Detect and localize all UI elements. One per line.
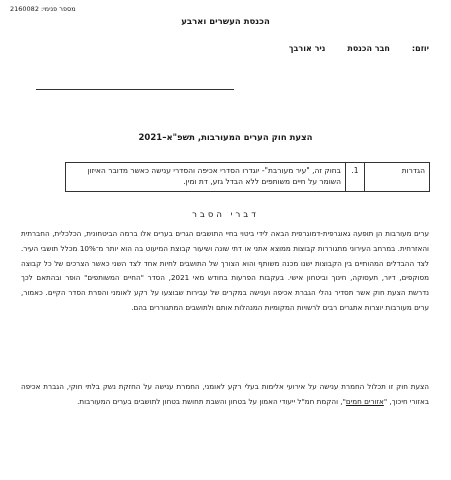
- signature-line: [36, 89, 234, 90]
- explanatory-paragraph-1: ערים מעורבות הן תופעה גאוגרפית-דמוגרפית הבאה לידי ביטוי בחיי התושבים הגרים בערים אלו ברמה הביטחונית, הכלכלית, החברתית והאזרחית. במרחב העירוני מתגוררות קבוצות ממוצא אתני או דתי שונה ושיעור קבוצת המיעוט בה הוא יותר מ־10% מכלל תושבי העיר. לצד ההבדלים המהותיים בין הקבוצות ישנו מכנה משותף והוא הצורך של התושבים לחיות אחד לצד השני כאשר הצרכים של כל קבוצה מסוקפים, דיור, תעסוקה, חינוך וביטחון אישי. בעקבות הפרעות בחודש מאי 2021, הסדר "החיים המשותפים" הופר ובהתאם לכך נדרשת הצעת חוק אשר תסדיר נהלי הגברת אכיפה וענישה במקרים של עבירות שבוצעו על רקע לאומני והפרת הסדר הקיים. כאמור, ערים מעורבות יוצרות אתגרים רבים לרשויות המקומיות המנהלות אותם ולתושבים המתגוררים בהם.: [21, 229, 430, 312]
- initiator-row: [289, 44, 429, 53]
- document-number-value: 2160082: [10, 5, 39, 13]
- knesset-title: הכנסת העשרים וארבע: [181, 17, 270, 27]
- paragraph2-underlined-term: אזורים חמים: [345, 396, 384, 406]
- definitions-number: 1.: [346, 163, 365, 192]
- definitions-row: [66, 163, 430, 192]
- paragraph2-text-start: הצעת חוק זו תכלול החמרת ענישה על אירועי אלימות בעלי רקע לאומני, החמרת ענישה על החזקת נשק בלתי חוקי, הגברת אכיפה באזורי חיכוך, ": [21, 382, 429, 406]
- definitions-term: הגדרות: [365, 163, 430, 192]
- initiator-label: יוזם:: [411, 44, 429, 53]
- explanatory-paragraph-2: [21, 380, 429, 410]
- initiator-role: חבר הכנסת: [347, 44, 390, 53]
- bill-title: הצעת חוק הערים המעורבות, תשפ"א–2021: [138, 133, 313, 143]
- paragraph2-text-end: ", והקמת חמ"ל ייעודי האמון על בטחון והשבת תחושת בטחון לתושבים בערים המעורבות.: [77, 396, 346, 406]
- document-number-label: מספר פנימי:: [41, 5, 76, 13]
- document-number: [10, 5, 76, 13]
- explanatory-title: דברי הסבר: [192, 210, 259, 220]
- initiator-name: ניר אורבך: [288, 44, 326, 53]
- definitions-table: [65, 162, 430, 192]
- definitions-text: בחוק זה, "עיר מעורבת"- יוגדרו הסדרי אכיפה והסדרי ענישה כאשר מדובר האיזון השומר על חיים משותפים ללא הבדל גזע, דת ומין.: [66, 163, 346, 192]
